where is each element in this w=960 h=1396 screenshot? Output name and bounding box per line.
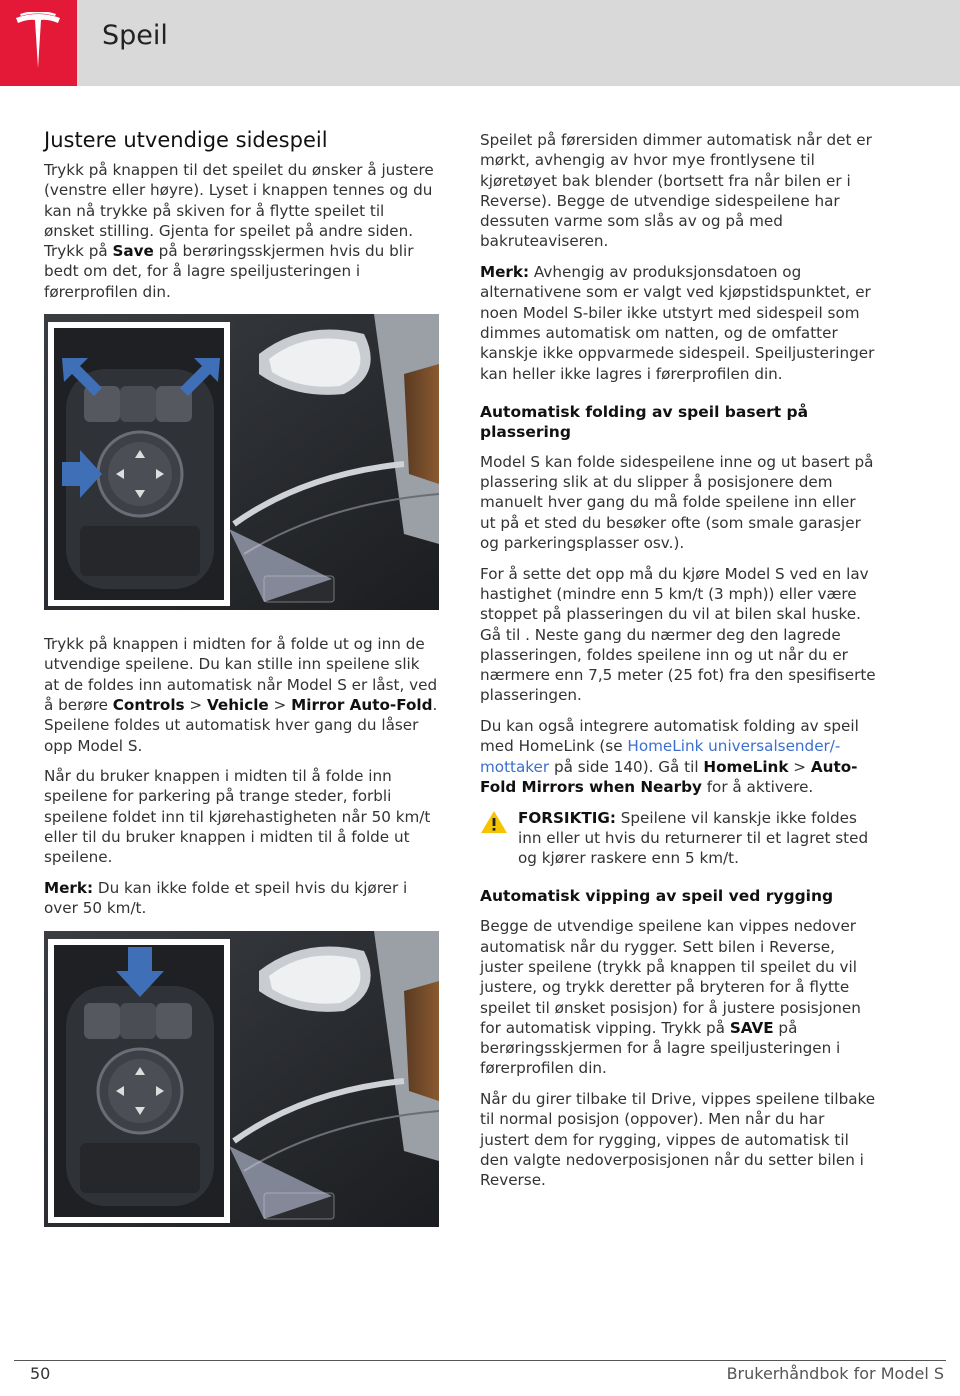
paragraph-drive: Når du girer tilbake til Drive, vippes speilene tilbake til normal posisjon (oppover). Men når du har justert dem for rygging, vippes de automatisk til den valgte nedoverposisjonen når du setter bilen i Reverse. [480,1090,876,1190]
page-number: 50 [30,1364,51,1383]
figure-mirror-controls [44,314,439,610]
right-column [480,130,876,1201]
paragraph-homelink: Du kan også integrere automatisk folding av speil med HomeLink (se HomeLink universalsender/-mottaker på side 140). Gå til HomeLink > Auto-Fold Mirrors when Nearby for å aktivere. [480,717,859,796]
page-header [0,0,960,86]
section-heading-adjust-mirrors: Justere utvendige sidespeil [44,128,328,152]
note-production-date: Merk: Avhengig av produksjonsdatoen og alternativene som er valgt ved kjøpstidspunktet, er noen Model S-biler ikke utstyrt med sidespeil som dimmes automatisk om natten, og de omfatter kanskje ikke oppvarmede sidespeil. Speiljusteringer kan heller ikke lagres i førerprofilen din. [480,263,875,383]
footer-title: Brukerhåndbok for Model S [726,1364,944,1383]
paragraph-dimming: Speilet på førersiden dimmer automatisk når det er mørkt, avhengig av hvor mye frontlysene til kjøretøyet bak blender (bortsett fra når bilen er i Reverse). Begge de utvendige sidespeilene har dessuten varme som slås av og på med bakruteaviseren. [480,131,872,251]
paragraph-fold-parking: Når du bruker knappen i midten til å folde inn speilene for parkering på trange steder, forbli speilene foldet inn til kjørehastigheten når 50 km/t eller til du bruker knappen i midten til å folde ut speilene. [44,767,431,867]
left-column [44,126,439,1251]
section-heading-tilt: Automatisk vipping av speil ved rygging [480,887,834,906]
figure-fold-button [44,931,439,1227]
paragraph-tilt: Begge de utvendige speilene kan vippes nedover automatisk når du rygger. Sett bilen i Reverse, juster speilene (trykk på knappen til speilet du vil justere, og trykk deretter på bryteren for å flytte speilet til ønsket posisjon) for å justere posisjonen for automatisk vipping. Trykk på SAVE på berøringsskjermen for å lagre speiljusteringen i førerprofilen din. [480,917,861,1078]
paragraph-adjust: Trykk på knappen til det speilet du ønsker å justere (venstre eller høyre). Lyset i knappen tennes og du kan nå trykke på skiven for å flytte speilet til ønsket stilling. Gjenta for speilet på andre siden. Trykk på Save på berøringsskjermen hvis du blir bedt om det, for å lagre speiljusteringen i førerprofilen din. [44,161,434,301]
caution-box: FORSIKTIG: Speilene vil kanskje ikke foldes inn eller ut hvis du returnerer til et lagret sted og kjører raskere enn 5 km/t. [480,808,876,869]
warning-icon [480,810,508,834]
paragraph-autofold-intro: Model S kan folde sidespeilene inne og ut basert på plassering slik at du slipper å posisjonere dem manuelt hver gang du må folde speilene inn eller ut på et sted du besøker ofte (som smale garasjer og parkeringsplasser osv.). [480,452,874,553]
paragraph-autofold-setup: For å sette det opp må du kjøre Model S ved en lav hastighet (mindre enn 5 km/t (3 mph)) eller være stoppet på plasseringen du vil at bilen skal huske. Gå til . Neste gang du nærmer deg den lagrede plasseringen, foldes speilene inn og ut når du er nærmere enn 7,5 meter (25 fot) fra den spesifiserte plasseringen. [480,564,876,705]
homelink-link[interactable]: HomeLink universalsender/-mottaker [480,737,841,776]
tesla-logo [0,0,77,86]
paragraph-fold: Trykk på knappen i midten for å folde ut og inn de utvendige speilene. Du kan stille inn speilene slik at de foldes inn automatisk når Model S er låst, ved å berøre Controls > Vehicle > Mirror Auto-Fold. Speilene foldes ut automatisk hver gang du låser opp Model S. [44,635,438,755]
tesla-logo-icon [14,12,62,72]
page-title: Speil [102,20,168,51]
note-fold-speed: Merk: Du kan ikke folde et speil hvis du kjører i over 50 km/t. [44,878,408,918]
section-heading-autofold: Automatisk folding av speil basert på plassering [480,402,809,441]
footer-divider [14,1360,946,1361]
